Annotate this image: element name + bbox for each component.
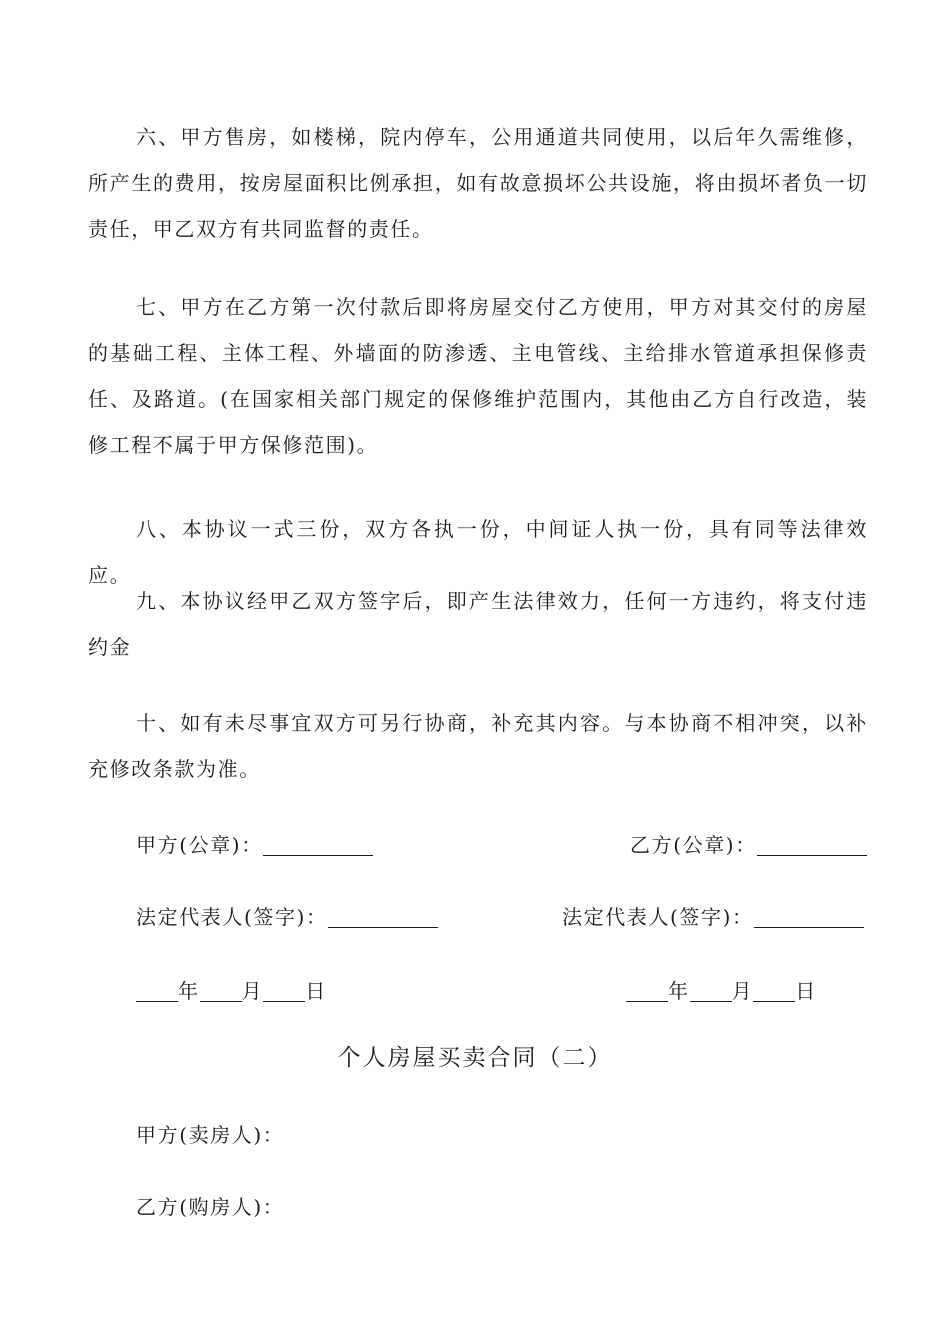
contract-2-title: 个人房屋买卖合同（二）	[337, 1045, 613, 1071]
clause-9: 九、本协议经甲乙双方签字后，即产生法律效力，任何一方违约，将支付违约金	[88, 589, 868, 659]
signature-blank	[263, 831, 373, 856]
clause-7: 七、甲方在乙方第一次付款后即将房屋交付乙方使用，甲方对其交付的房屋的基础工程、主体工程、外墙面的防渗透、主电管线、主给排水管道承担保修责任、及路道。(在国家相关部门规定的保修维护范围内，其他由乙方自行改造，装修工程不属于甲方保修范围)。	[88, 295, 868, 457]
date-line-b	[626, 974, 817, 1008]
month-blank	[200, 977, 242, 1002]
party-a-seal-line	[136, 828, 373, 862]
legal-rep-b-line	[562, 900, 864, 934]
seller-label: 甲方(卖房人)：	[136, 1123, 285, 1147]
day-label: 日	[795, 979, 817, 1003]
party-b-seal-line	[630, 828, 867, 862]
clause-8: 八、本协议一式三份，双方各执一份，中间证人执一份，具有同等法律效应。	[88, 517, 868, 587]
month-blank	[690, 977, 732, 1002]
legal-rep-a-label: 法定代表人(签字)：	[136, 905, 328, 929]
day-blank	[753, 977, 795, 1002]
year-label: 年	[178, 979, 200, 1003]
signature-blank	[328, 903, 438, 928]
clause-6: 六、甲方售房，如楼梯，院内停车，公用通道共同使用，以后年久需维修，所产生的费用，按房屋面积比例承担，如有故意损坏公共设施，将由损坏者负一切责任，甲乙双方有共同监督的责任。	[88, 125, 868, 241]
day-blank	[263, 977, 305, 1002]
legal-rep-a-line	[136, 900, 438, 934]
date-line-a	[136, 974, 327, 1008]
legal-rep-b-label: 法定代表人(签字)：	[562, 905, 754, 929]
year-label: 年	[668, 979, 690, 1003]
clause-10: 十、如有未尽事宜双方可另行协商，补充其内容。与本协商不相冲突，以补充修改条款为准。	[88, 711, 868, 781]
year-blank	[136, 977, 178, 1002]
year-blank	[626, 977, 668, 1002]
signature-blank	[757, 831, 867, 856]
party-a-seal-label: 甲方(公章)：	[136, 833, 263, 857]
party-b-seal-label: 乙方(公章)：	[630, 833, 757, 857]
signature-blank	[754, 903, 864, 928]
month-label: 月	[241, 979, 264, 1003]
day-label: 日	[305, 979, 327, 1003]
month-label: 月	[731, 979, 754, 1003]
buyer-label: 乙方(购房人)：	[136, 1195, 285, 1219]
